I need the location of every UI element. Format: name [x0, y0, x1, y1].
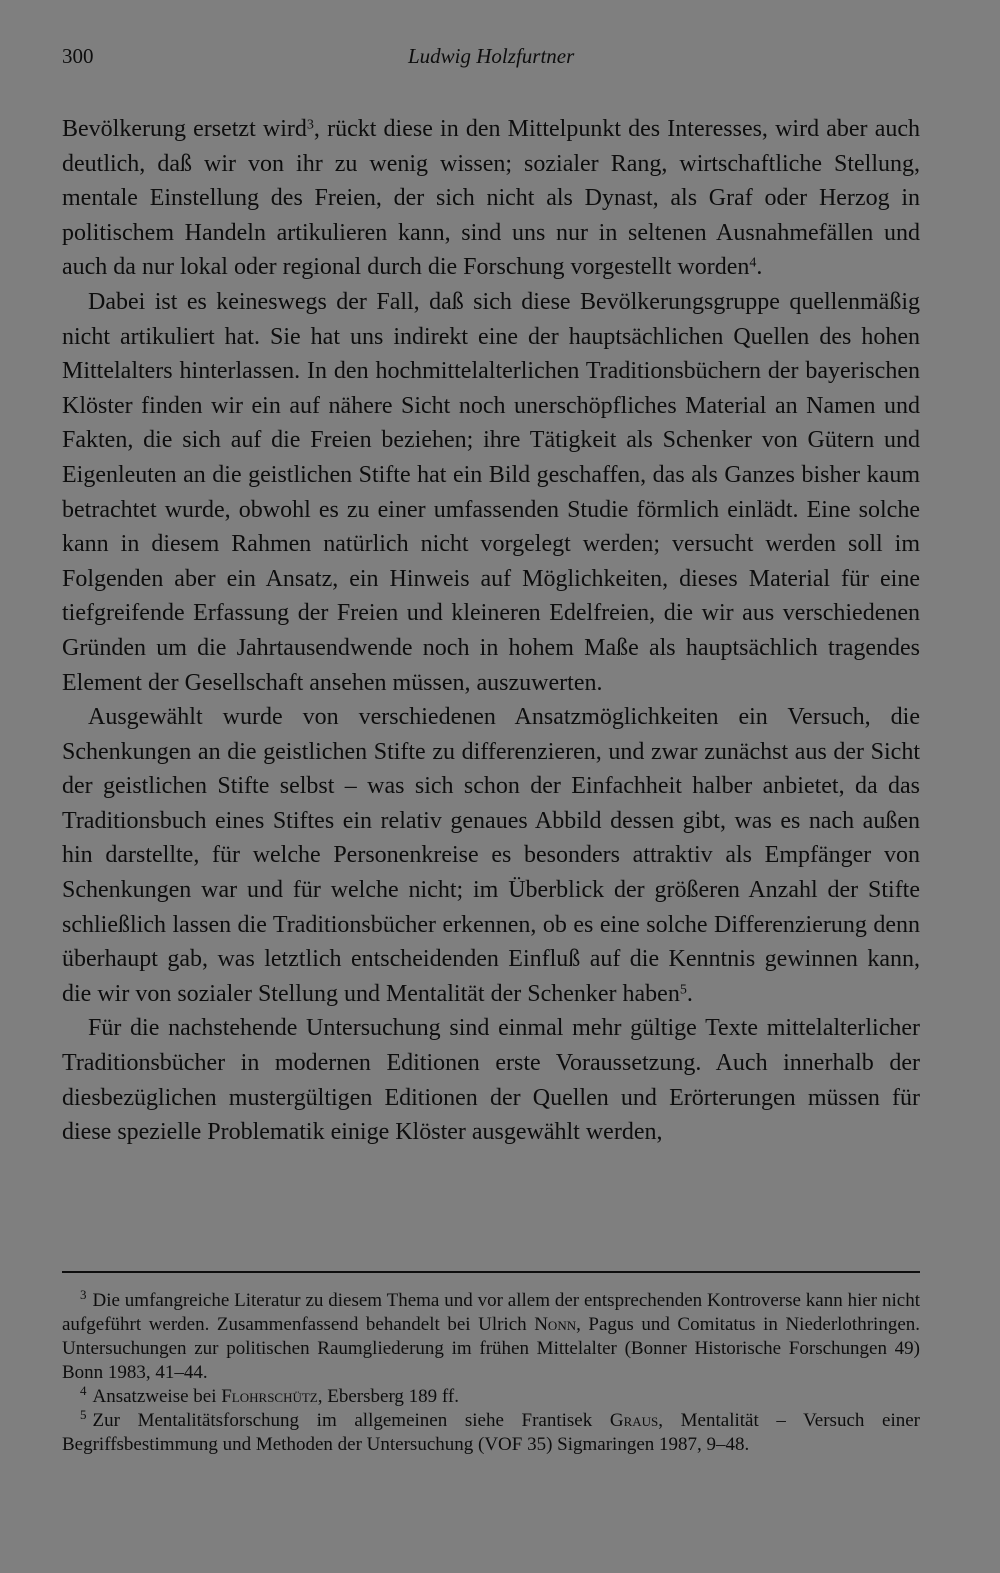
footnote-number: 5 — [80, 1406, 87, 1422]
footnote-text: , Pagus und Comitatus in Niederlothringen. Untersuchungen zur politischen Raumgliederung im frühen Mittelalter (Bonner Historische Forschungen 49) Bonn 1983, 41–44. — [62, 1314, 920, 1383]
footnote-text: , Mentalität – Versuch einer Begriffsbestimmung und Methoden der Untersuchung (VOF 35) Sigmaringen 1987, 9–48. — [62, 1410, 920, 1455]
footnote-5 — [62, 1406, 920, 1457]
footnote-text: Ansatzweise bei — [92, 1386, 222, 1407]
page-number: 300 — [62, 44, 94, 68]
paragraph-3 — [62, 700, 920, 1011]
paragraph-2: Dabei ist es keineswegs der Fall, daß sich diese Bevölkerungsgruppe quellenmäßig nicht artikuliert hat. Sie hat uns indirekt eine der hauptsächlichen Quellen des hohen Mittelalters hinterlassen. In den hochmittelalterlichen Traditionsbüchern der bayerischen Klöster finden wir ein auf nähere Sicht noch unerschöpfliches Material an Namen und Fakten, die sich auf die Freien beziehen; ihre Tätigkeit als Schenker von Gütern und Eigenleuten an die geistlichen Stifte hat ein Bild geschaffen, das als Ganzes bisher kaum betrachtet wurde, obwohl es zu einer umfassenden Studie förmlich einlädt. Eine solche kann in diesem Rahmen natürlich nicht vorgelegt werden; versucht werden soll im Folgenden aber ein Ansatz, ein Hinweis auf Möglichkeiten, dieses Material für eine tiefgreifende Erfassung der Freien und kleineren Edelfreien, die wir aus verschiedenen Gründen um die Jahrtausendwende noch in hohem Maße als hauptsächlich tragendes Element der Gesellschaft ansehen müssen, auszuwerten. — [62, 288, 920, 696]
paragraph-4: Für die nachstehende Untersuchung sind einmal mehr gültige Texte mittelalterlicher Traditionsbücher in modernen Editionen erste Voraussetzung. Auch innerhalb der diesbezüglichen mustergültigen Editionen der Quellen und Erörterungen müssen für diese spezielle Problematik einige Klöster ausgewählt werden, — [62, 1015, 920, 1146]
footnote-number: 3 — [80, 1286, 87, 1302]
footnote-number: 4 — [80, 1382, 87, 1398]
footnote-ref-5: 5 — [679, 982, 687, 998]
paragraph-text: , rückt diese in den Mittelpunkt des Interesses, wird aber auch deutlich, daß wir von ihr zu wenig wissen; sozialer Rang, wirtschaftliche Stellung, mentale Einstellung des Freien, der sich nicht als Dynast, als Graf oder Herzog in politischem Handeln artikulieren kann, sind uns nur in seltenen Ausnahmefällen und auch da nur lokal oder regional durch die Forschung vorgestellt worden — [62, 116, 921, 281]
author-name: Graus — [609, 1410, 659, 1431]
running-head: Ludwig Holzfurtner — [408, 44, 575, 68]
footnote-separator — [62, 1271, 920, 1273]
footnote-3 — [62, 1286, 920, 1385]
body-text — [62, 112, 920, 1150]
author-name: Nonn — [534, 1314, 577, 1335]
paragraph-text: . — [686, 980, 693, 1007]
page-header — [62, 44, 920, 78]
footnote-text: , Ebersberg 189 ff. — [317, 1386, 459, 1407]
paragraph-text: Bevölkerung ersetzt wird — [62, 116, 307, 142]
footnote-ref-4: 4 — [749, 255, 757, 271]
footnotes — [62, 1286, 920, 1457]
footnote-text: Die umfangreiche Literatur zu diesem Thema und vor allem der entsprechenden Kontroverse kann hier nicht aufgeführt werden. Zusammenfassend behandelt bei Ulrich — [62, 1290, 920, 1335]
author-name: Flohrschütz — [221, 1386, 318, 1407]
paragraph-text: Ausgewählt wurde von verschiedenen Ansatzmöglichkeiten ein Versuch, die Schenkungen an die geistlichen Stifte zu differenzieren, und zwar zunächst aus der Sicht der geistlichen Stifte selbst – was sich schon der Einfachheit halber anbietet, da das Traditionsbuch eines Stiftes ein relativ genaues Abbild dessen gibt, was es nach außen hin darstellte, für welche Personenkreise es besonders attraktiv als Empfänger von Schenkungen war und für welche nicht; im Überblick der größeren Anzahl der Stifte schließlich lassen die Traditionsbücher erkennen, ob es eine solche Differenzierung denn überhaupt gab, was letztlich entscheidenden Einfluß auf die Kenntnis gewinnen kann, die wir von sozialer Stellung und Mentalität der Schenker haben — [62, 704, 920, 1007]
footnote-4 — [62, 1382, 920, 1409]
footnote-ref-3: 3 — [306, 117, 314, 133]
paragraph-text: . — [756, 254, 763, 281]
footnote-text: Zur Mentalitätsforschung im allgemeinen siehe Frantisek — [92, 1410, 610, 1431]
paragraph-1 — [62, 112, 920, 285]
